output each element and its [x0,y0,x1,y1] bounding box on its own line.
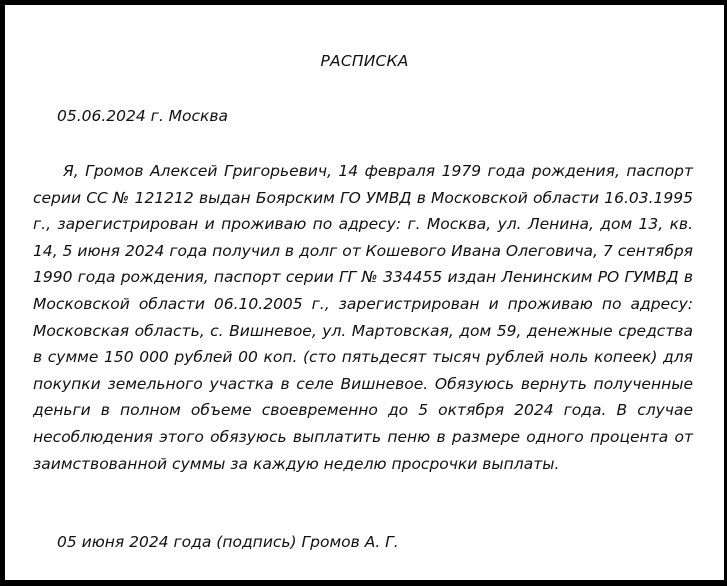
place-date-line: 05.06.2024 г. Москва [57,107,229,125]
document-body: Я, Громов Алексей Григорьевич, 14 февраля 1979 года рождения, паспорт серии СС № 121212 выдан Боярским ГО УМВД в Московской области 16.03.1995 г., зарегистрирован и проживаю по адресу: г. Москва, ул. Ленина, дом 13, кв. 14, 5 июня 2024 года получил в долг от Кошевого Ивана Олеговича, 7 сентября 1990 года рождения, паспорт серии ГГ № 334455 издан Ленинским РО ГУМВД в Московской области 06.10.2005 г., зарегистрирован и проживаю по адресу: Московская область, с. Вишневое, ул. Мартовская, дом 59, денежные средства в сумме 150 000 рублей 00 коп. (сто пятьдесят тысяч рублей ноль копеек) для покупки земельного участка в селе Вишневое. Обязуюсь вернуть полученные деньги в полном объеме своевременно до 5 октября 2024 года. В случае несоблюдения этого обязуюсь выплатить пеню в размере одного процента от заимствованной суммы за каждую неделю просрочки выплаты. [33,162,693,473]
signature-line: 05 июня 2024 года (подпись) Громов А. Г. [57,533,399,551]
document-title: РАСПИСКА [320,52,409,70]
